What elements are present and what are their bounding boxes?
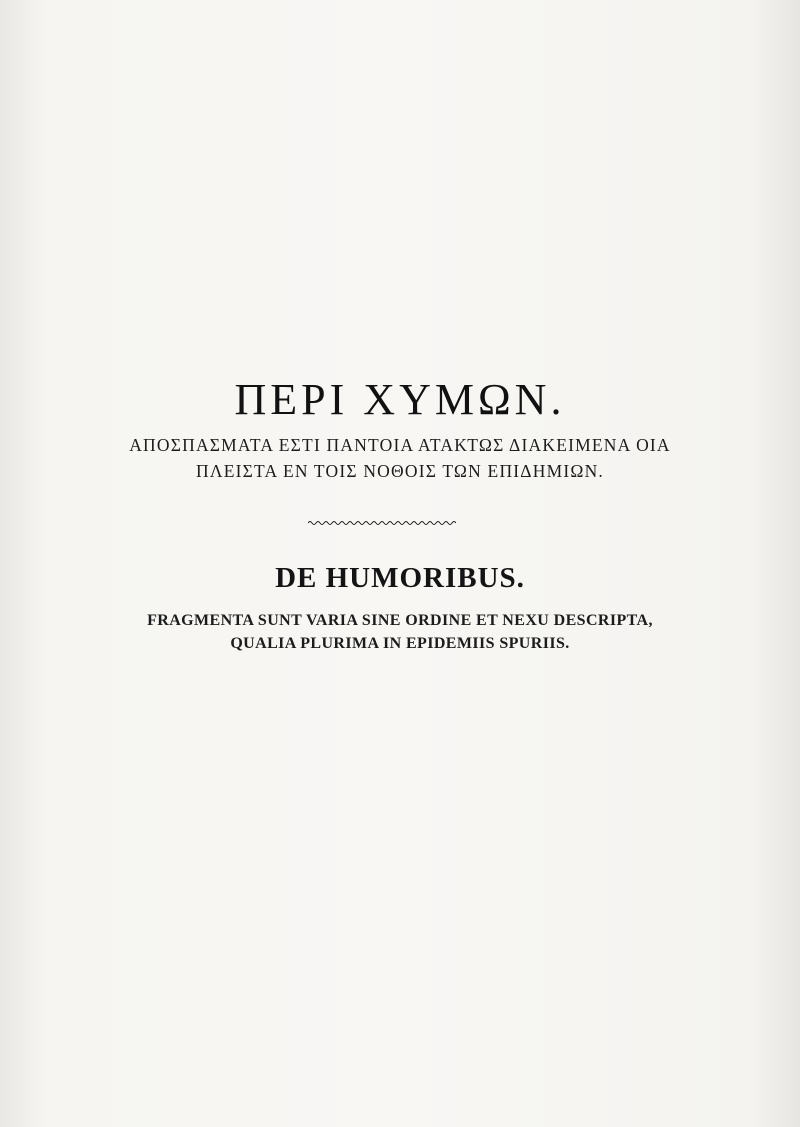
latin-subtitle [0,609,800,655]
greek-subtitle-line-2: ΠΛΕΙΣΤΑ ΕΝ ΤΟΙΣ ΝΟΘΟΙΣ ΤΩΝ ΕΠΙΔΗΜΙΩΝ. [195,461,605,481]
decorative-wavy-rule [308,520,456,526]
latin-subtitle-line-2: QUALIA PLURIMA IN EPIDEMIIS SPURIIS. [230,635,570,652]
greek-subtitle-line-1: ΑΠΟΣΠΑΣΜΑΤΑ ΕΣΤΙ ΠΑΝΤΟΙΑ ΑΤΑΚΤΩΣ ΔΙΑΚΕΙΜΕΝΑ ΟΙΑ [129,435,671,455]
latin-title: DE HUMORIBUS. [275,562,525,594]
greek-subtitle [0,432,800,484]
latin-subtitle-line-1: FRAGMENTA SUNT VARIA SINE ORDINE ET NEXU DESCRIPTA, [147,612,653,629]
greek-title: ΠΕΡΙ ΧΥΜΩΝ. [234,375,566,424]
